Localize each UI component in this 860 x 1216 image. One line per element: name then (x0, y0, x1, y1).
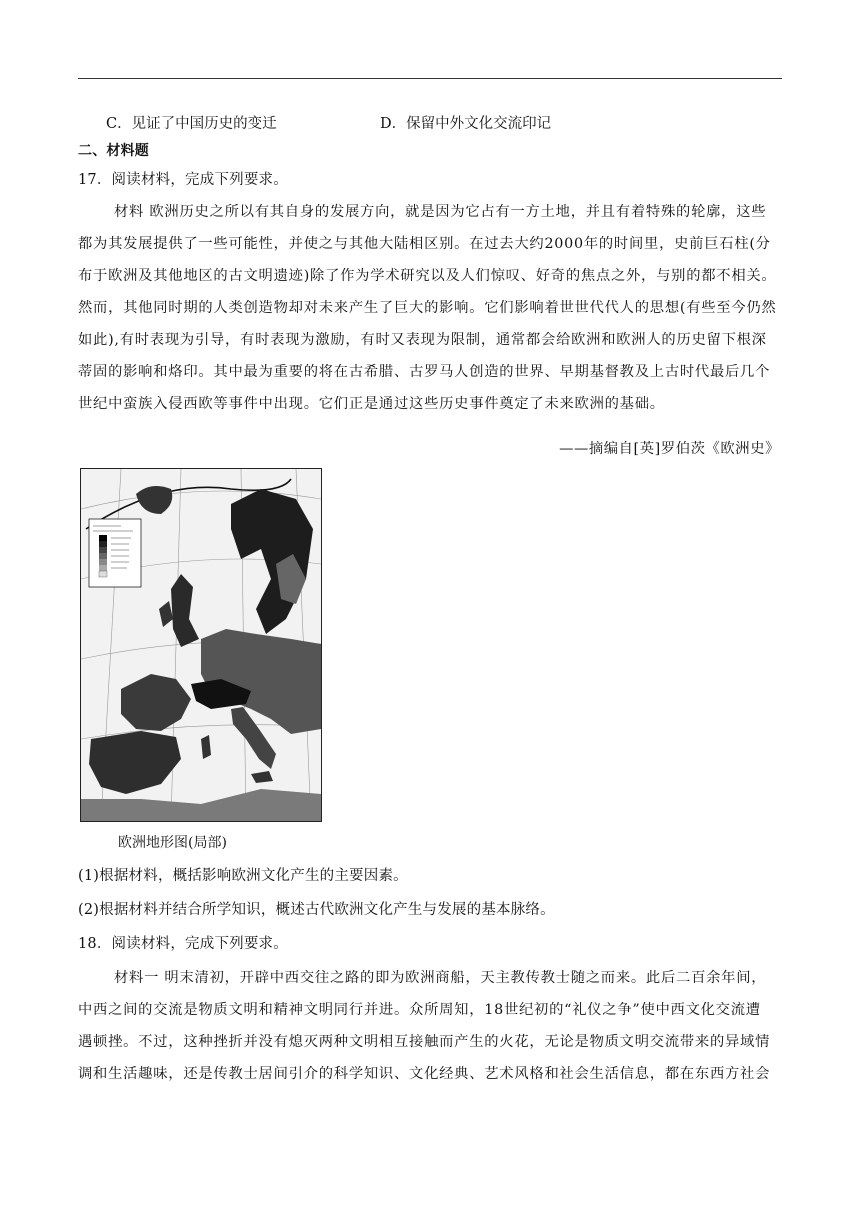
q18-material-line: 调和生活趣味，还是传教士居间引介的科学知识、文化经典、艺术风格和社会生活信息，都在东西方社会 (78, 1066, 771, 1082)
map-caption: 欧洲地形图(局部) (118, 835, 227, 851)
q17-material-line: 布于欧洲及其他地区的古文明遗迹)除了作为学术研究以及人们惊叹、好奇的焦点之外，与别的都不相关。 (78, 268, 777, 284)
q18-material-line: 材料一 明末清初，开辟中西交往之路的即为欧洲商船，天主教传教士随之而来。此后二百余年间， (114, 970, 767, 986)
q17-material (78, 196, 782, 420)
q17-material-line: 如此),有时表现为引导，有时表现为激励，有时又表现为限制，通常都会给欧洲和欧洲人的历史留下根深 (78, 332, 767, 348)
option-d: D．保留中外文化交流印记 (380, 116, 552, 132)
q17-citation: ——摘编自[英]罗伯茨《欧洲史》 (559, 441, 780, 457)
q18-prompt: 18．阅读材料，完成下列要求。 (78, 936, 288, 952)
header-rule (78, 78, 782, 79)
q17-material-line: 然而，其他同时期的人类创造物却对未来产生了巨大的影响。它们影响着世世代代人的思想(有些至今仍然 (78, 300, 777, 316)
q18-material-line: 中西之间的交流是物质文明和精神文明同行并进。众所周知，18世纪初的“礼仪之争”使中西文化交流遭 (78, 1002, 761, 1018)
q18-material (78, 962, 782, 1090)
q17-material-line: 蒂固的影响和烙印。其中最为重要的将在古希腊、古罗马人创造的世界、早期基督教及上古时代最后几个 (78, 364, 771, 380)
q17-material-line: 材料 欧洲历史之所以有其自身的发展方向，就是因为它占有一方土地，并且有着特殊的轮廓，这些 (114, 204, 767, 220)
q18-material-line: 遇顿挫。不过，这种挫折并没有熄灭两种文明相互接触而产生的火花，无论是物质文明交流带来的异域情 (78, 1034, 771, 1050)
q17-question-2: (2)根据材料并结合所学知识，概述古代欧洲文化产生与发展的基本脉络。 (78, 902, 555, 918)
q17-material-line: 都为其发展提供了一些可能性，并使之与其他大陆相区别。在过去大约2000年的时间里，史前巨石柱(分 (78, 236, 771, 252)
section-heading: 二、材料题 (78, 143, 149, 159)
q17-material-line: 世纪中蛮族入侵西欧等事件中出现。它们正是通过这些历史事件奠定了未来欧洲的基础。 (78, 396, 665, 412)
q17-prompt: 17．阅读材料，完成下列要求。 (78, 172, 288, 188)
option-c: C．见证了中国历史的变迁 (106, 116, 277, 132)
europe-terrain-map (80, 468, 322, 822)
q17-question-1: (1)根据材料，概括影响欧洲文化产生的主要因素。 (78, 868, 408, 884)
